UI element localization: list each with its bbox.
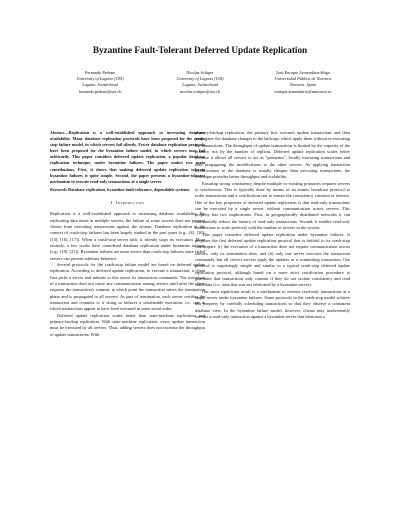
keywords-text: -Database replication, byzantine fault-tolerance, dependable systems. [66, 186, 191, 192]
paragraph: Ensuring strong consistency despite multiple co-existing primaries requires servers to synchronize. This is typically done by means of an atomic broadcast protocol to order transactions and a certification test to ensure the consistency criterion of interest. One of the key properties of deferred update replication is that read-only transactions can be executed by a single server, without communication across servers. This property has two implications. First, in geographically distributed networks it can substantially reduce the latency of read-only transactions. Second, it enables read-only transactions to scale perfectly with the number of servers in the system. [195, 180, 350, 231]
author-name: Fernando Pedone [85, 70, 115, 75]
right-column [195, 130, 350, 320]
author-email: fernando.pedone@usi.ch [78, 88, 122, 94]
author-name: Nicolas Schiper [186, 70, 214, 75]
author-location: Lugano, Switzerland [182, 82, 218, 88]
keywords-label: Keywords [50, 186, 67, 192]
paragraph: Deferred update replication scales better than state-machine replication and primary-backup replication. With state-machine replication, every update transaction must be executed by all servers. Thus, adding servers does not increase the throughput of update transactions. With [50, 312, 205, 337]
author-1 [50, 70, 150, 95]
author-affiliation: Universidad Pública de Navarra [274, 76, 332, 82]
paper-title: Byzantine Fault-Tolerant Deferred Update Replication [92, 45, 308, 55]
section-heading-introduction: I. Introduction [110, 199, 145, 205]
abstract-label: Abstract [50, 130, 65, 135]
paragraph: This paper considers deferred update replication under byzantine failures. It proposes the first deferred update replication protocol that is faithful to its crash-stop counterpart: (i) the execution of a transaction does not require communication across servers, only its termination does, and (ii) only one server executes the transaction commands, but all correct servers apply the updates of a committing transaction. Our protocol is surprisingly simple and similar to a typical crash-stop deferred update replication protocol, although based on a more strict certification procedure to guarantee that transactions only commit if they do not violate consistency and read valid data (i.e., data that was not fabricated by a byzantine server). [195, 231, 350, 288]
author-2 [150, 70, 250, 95]
author-affiliation: University of Lugano (USI) [176, 76, 224, 82]
paragraph: Replication is a well-established approach to increasing database availability. By replicating data items in multiple servers, the failure of some servers does not prevent clients from executing transactions against the system. Database replication in the context of crash-stop failures has been largely studied in the past years (e.g., [4], [10], [13], [16], [17]). When a crash-stop server fails, it silently stops its execution. More recently, a few works have considered database replication under byzantine failures (e.g., [18], [21]). Byzantine failures are more severe than crash-stop failures since failed servers can present arbitrary behavior. [50, 211, 205, 261]
abstract [50, 130, 205, 185]
author-3 [248, 70, 358, 95]
author-email: enrique.armendariz@unavarra.es [274, 88, 332, 94]
author-email: nicolas.schiper@usi.ch [180, 88, 220, 94]
paragraph: primary-backup replication, the primary first executes update transactions and then propagates the database changes to the backups, which apply them without re-executing the transactions. The throughput of update transactions is limited by the capacity of the primary, not by the number of replicas. Deferred update replication scales better because it allows all servers to act as "primaries", locally executing transactions and then propagating the modifications to the other servers. As applying transaction modifications to the database is usually cheaper than executing transactions, the technique provides better throughput and scalability. [195, 130, 350, 180]
paragraph: Several protocols for the crash-stop failure model are based on deferred update replication. According to deferred update replication, to execute a transaction, a client first picks a server and submits to this server its transaction commands. The execution of a transaction does not cause any communication among servers until after the client requests the transaction's commit, at which point the transaction enters the termination phase and is propagated to all servers. As part of termination, each server certifies the transaction and commits it, if doing so induces a serializable execution, i.e., one in which transactions appear to have been executed in some serial order. [50, 262, 205, 312]
paragraph: Our most significant result is a mechanism to execute read-only transactions at a single server under byzantine failures. Some protocols in the crash-stop model achieve this property by carefully scheduling transactions so that they observe a consistent database view. In the byzantine failure model, however, clients may inadvertently execute a read-only transaction against a byzantine server that fabricates a [195, 288, 350, 319]
author-name: José Enrique Armendáriz-Iñigo [276, 70, 330, 75]
author-affiliation: University of Lugano (USI) [76, 76, 124, 82]
abstract-text: —Replication is a well-established approach to increasing database availability. Many database replication protocols have been proposed for the crash-stop failure model, in which servers fail silently. Fewer database replication protocols have been proposed for the byzantine failure model, in which servers may fail arbitrarily. This paper considers deferred update replication, a popular database replication technique, under byzantine failures. The paper makes two main contributions. First, it shows that making deferred update replication tolerate byzantine failures is quite simple. Second, the paper presents a byzantine-tolerant mechanism to execute read-only transactions at a single server. [50, 130, 205, 184]
keywords [50, 187, 205, 193]
author-location: Lugano, Switzerland [82, 82, 118, 88]
author-location: Navarra, Spain [289, 82, 317, 88]
left-column [50, 130, 205, 338]
